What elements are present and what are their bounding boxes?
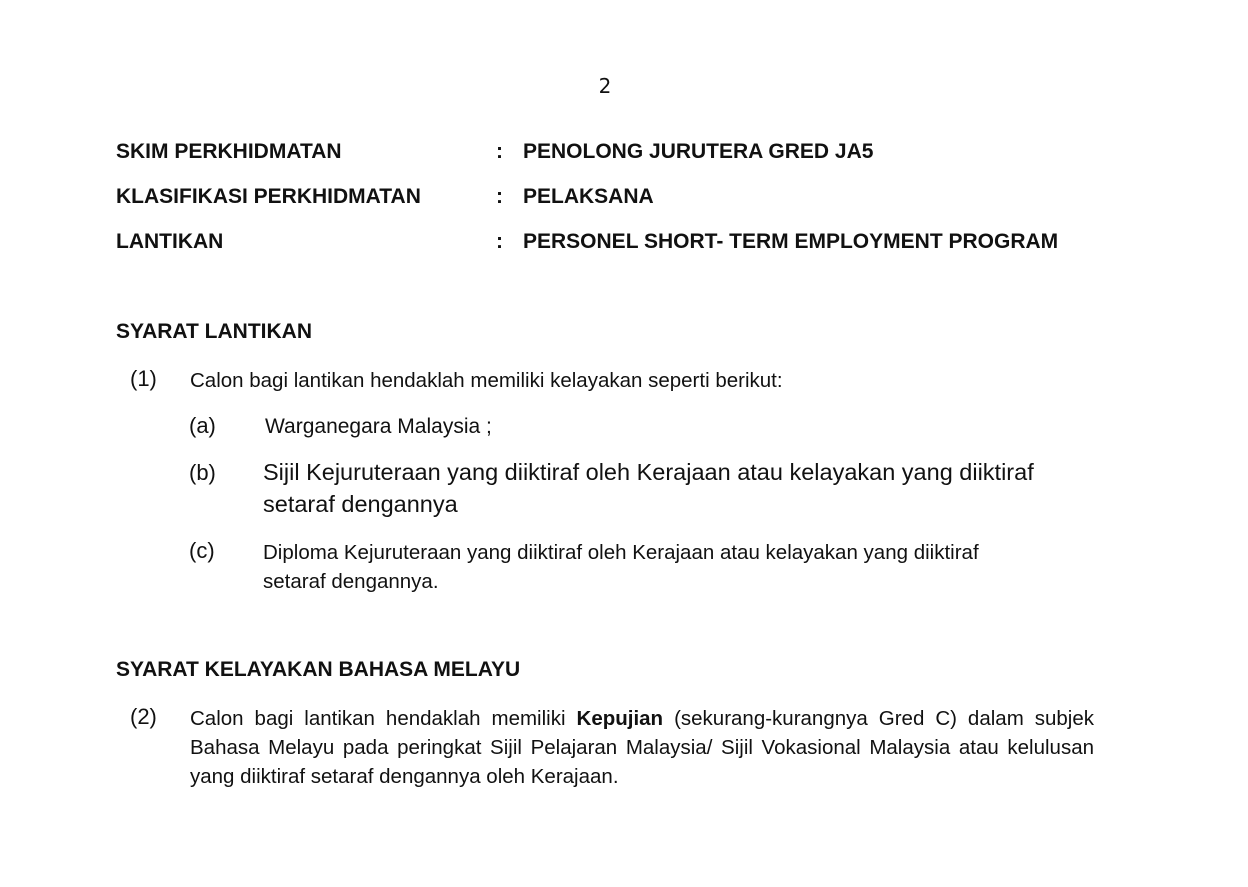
subitem-line: setaraf dengannya bbox=[263, 491, 458, 517]
info-colon: : bbox=[496, 185, 503, 208]
info-value: PELAKSANA bbox=[523, 185, 654, 208]
section-heading-syarat-lantikan: SYARAT LANTIKAN bbox=[116, 320, 313, 343]
info-value: PENOLONG JURUTERA GRED JA5 bbox=[523, 140, 874, 163]
item-intro: Calon bagi lantikan hendaklah memiliki kelayakan seperti berikut: bbox=[190, 369, 783, 392]
bahasa-text-before: Calon bagi lantikan hendaklah memiliki bbox=[190, 707, 577, 730]
bahasa-text-after: (sekurang-kurangnya Gred C) dalam subjek Bahasa Melayu pada peringkat Sijil Pelajaran Malaysia/ Sijil Vokasional Malaysia atau kelulusan yang diiktiraf setaraf dengannya oleh Kerajaan. bbox=[190, 707, 1095, 788]
subitem-text-b bbox=[263, 456, 1103, 520]
subitem-text-a: Warganegara Malaysia ; bbox=[265, 415, 492, 438]
subitem-text-c bbox=[263, 538, 1093, 596]
item-number: (1) bbox=[130, 366, 157, 391]
info-label: LANTIKAN bbox=[116, 230, 224, 253]
info-label: KLASIFIKASI PERKHIDMATAN bbox=[116, 185, 421, 208]
bahasa-paragraph bbox=[190, 704, 1094, 791]
subitem-letter-a: (a) bbox=[189, 413, 216, 438]
subitem-letter-c: (c) bbox=[189, 538, 215, 563]
subitem-line: Sijil Kejuruteraan yang diiktiraf oleh Kerajaan atau kelayakan yang diiktiraf bbox=[263, 459, 1034, 485]
info-colon: : bbox=[496, 230, 503, 253]
info-label: SKIM PERKHIDMATAN bbox=[116, 140, 342, 163]
item-number: (2) bbox=[130, 704, 157, 729]
subitem-letter-b: (b) bbox=[189, 460, 216, 485]
page-number: 2 bbox=[598, 74, 612, 98]
subitem-line: setaraf dengannya. bbox=[263, 570, 439, 593]
info-value: PERSONEL SHORT- TERM EMPLOYMENT PROGRAM bbox=[523, 230, 1059, 253]
bahasa-text-bold: Kepujian bbox=[576, 707, 664, 730]
info-colon: : bbox=[496, 140, 503, 163]
section-heading-syarat-bahasa: SYARAT KELAYAKAN BAHASA MELAYU bbox=[116, 658, 521, 681]
subitem-line: Diploma Kejuruteraan yang diiktiraf oleh Kerajaan atau kelayakan yang diiktiraf bbox=[263, 541, 979, 564]
